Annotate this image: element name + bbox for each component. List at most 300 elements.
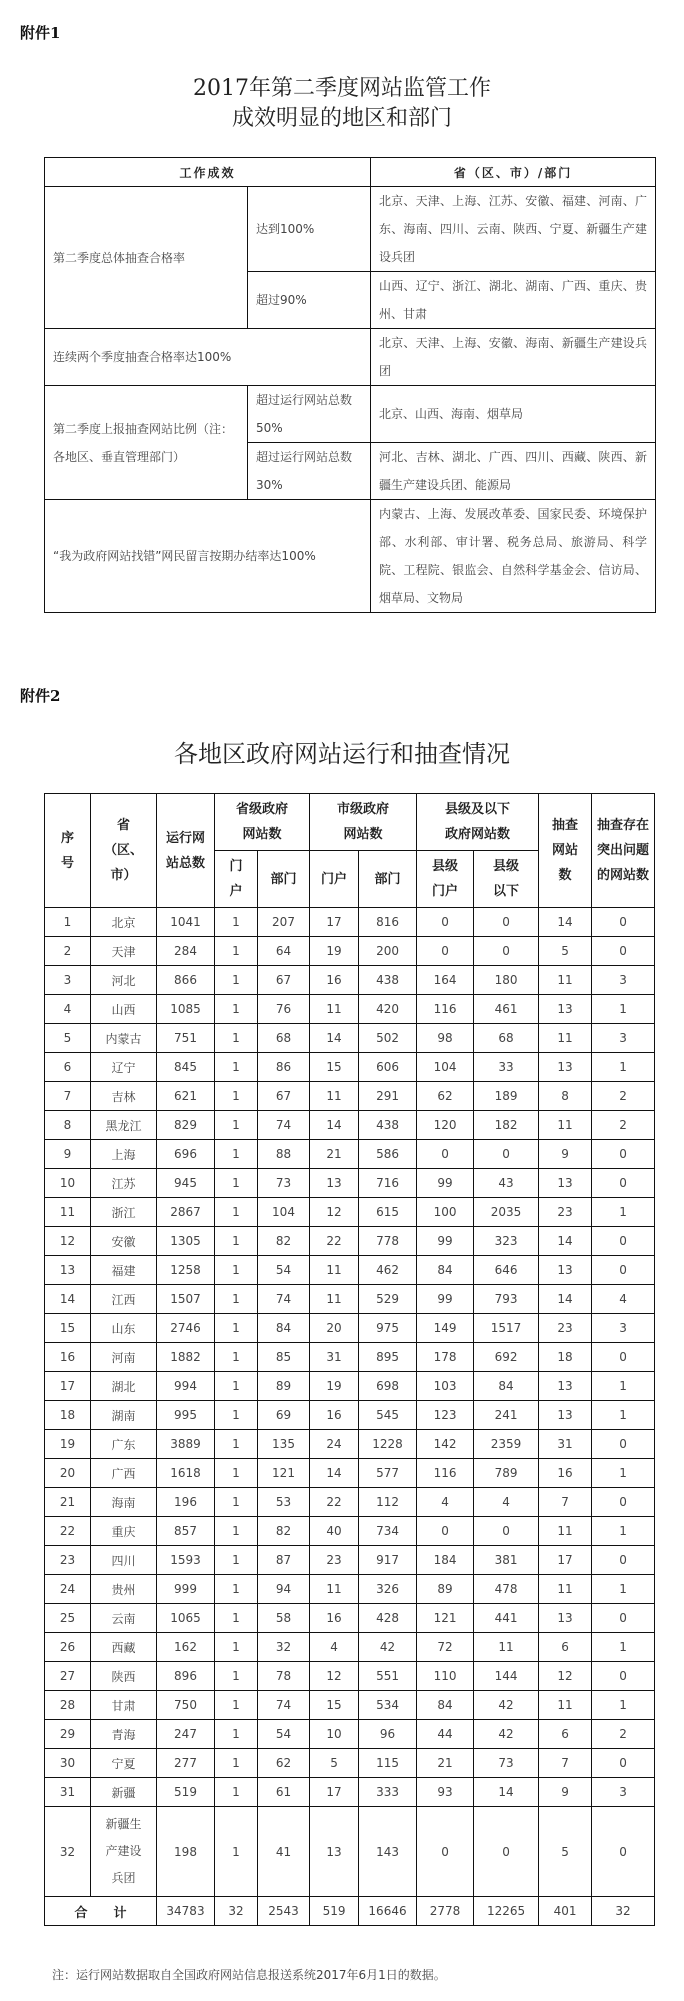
cell-province: 四川 <box>91 1546 157 1575</box>
annex2-label: 附件2 <box>20 687 61 705</box>
cell-county-below: 33 <box>474 1053 539 1082</box>
cell-seq: 24 <box>45 1575 91 1604</box>
cell-city-portal: 15 <box>310 1053 359 1082</box>
sub-label: 超过运行网站总数50% <box>248 386 371 443</box>
cell-problem: 0 <box>592 1749 655 1778</box>
cell-sampled: 14 <box>539 1285 592 1314</box>
cell-prov-portal: 1 <box>215 1604 258 1633</box>
cell-county-below: 441 <box>474 1604 539 1633</box>
cell-total: 1258 <box>157 1256 215 1285</box>
cell-county-below: 2035 <box>474 1198 539 1227</box>
header-achievement: 工作成效 <box>45 158 371 187</box>
header-prov-dept: 部门 <box>258 851 310 908</box>
cell-county-portal: 104 <box>417 1053 474 1082</box>
cell-city-portal: 16 <box>310 1401 359 1430</box>
cell-city-dept: 462 <box>359 1256 417 1285</box>
cell-seq: 12 <box>45 1227 91 1256</box>
row-label: “我为政府网站找错”网民留言按期办结率达100% <box>45 500 371 613</box>
cell-county-below: 241 <box>474 1401 539 1430</box>
cell-prov-dept: 104 <box>258 1198 310 1227</box>
cell-problem: 1 <box>592 1372 655 1401</box>
cell-county-below: 189 <box>474 1082 539 1111</box>
total-cell: 2778 <box>417 1897 474 1926</box>
cell-province: 河南 <box>91 1343 157 1372</box>
cell-city-dept: 716 <box>359 1169 417 1198</box>
cell-city-portal: 17 <box>310 908 359 937</box>
cell-total: 896 <box>157 1662 215 1691</box>
regions: 北京、天津、上海、安徽、海南、新疆生产建设兵团 <box>371 329 656 386</box>
cell-total: 1507 <box>157 1285 215 1314</box>
cell-province: 河北 <box>91 966 157 995</box>
cell-county-portal: 116 <box>417 995 474 1024</box>
cell-problem: 0 <box>592 1430 655 1459</box>
cell-city-portal: 11 <box>310 995 359 1024</box>
table-row <box>45 1691 655 1720</box>
cell-city-portal: 19 <box>310 937 359 966</box>
cell-prov-dept: 62 <box>258 1749 310 1778</box>
cell-prov-portal: 1 <box>215 937 258 966</box>
cell-total: 277 <box>157 1749 215 1778</box>
cell-county-below: 182 <box>474 1111 539 1140</box>
sub-label: 超过90% <box>248 272 371 329</box>
cell-county-below: 11 <box>474 1633 539 1662</box>
cell-prov-portal: 1 <box>215 995 258 1024</box>
cell-sampled: 13 <box>539 1401 592 1430</box>
cell-city-dept: 816 <box>359 908 417 937</box>
cell-county-below: 1517 <box>474 1314 539 1343</box>
cell-county-portal: 62 <box>417 1082 474 1111</box>
cell-prov-dept: 94 <box>258 1575 310 1604</box>
cell-problem: 0 <box>592 1140 655 1169</box>
cell-total: 857 <box>157 1517 215 1546</box>
cell-city-dept: 551 <box>359 1662 417 1691</box>
cell-city-dept: 1228 <box>359 1430 417 1459</box>
cell-problem: 3 <box>592 966 655 995</box>
cell-city-dept: 96 <box>359 1720 417 1749</box>
cell-county-below: 793 <box>474 1285 539 1314</box>
cell-prov-dept: 41 <box>258 1807 310 1897</box>
cell-prov-portal: 1 <box>215 1111 258 1140</box>
table-row <box>45 1053 655 1082</box>
cell-city-portal: 23 <box>310 1546 359 1575</box>
cell-province: 新疆生产建设兵团 <box>91 1807 157 1897</box>
table-row <box>45 1488 655 1517</box>
cell-county-portal: 4 <box>417 1488 474 1517</box>
cell-total: 994 <box>157 1372 215 1401</box>
cell-city-dept: 529 <box>359 1285 417 1314</box>
cell-province: 内蒙古 <box>91 1024 157 1053</box>
cell-prov-portal: 1 <box>215 1372 258 1401</box>
cell-city-dept: 586 <box>359 1140 417 1169</box>
cell-province: 海南 <box>91 1488 157 1517</box>
cell-total: 1305 <box>157 1227 215 1256</box>
cell-prov-dept: 86 <box>258 1053 310 1082</box>
cell-seq: 31 <box>45 1778 91 1807</box>
cell-prov-dept: 135 <box>258 1430 310 1459</box>
table-row <box>45 1604 655 1633</box>
cell-sampled: 11 <box>539 1024 592 1053</box>
cell-problem: 2 <box>592 1082 655 1111</box>
cell-county-portal: 149 <box>417 1314 474 1343</box>
cell-sampled: 13 <box>539 1169 592 1198</box>
cell-sampled: 13 <box>539 995 592 1024</box>
cell-county-portal: 0 <box>417 937 474 966</box>
cell-county-below: 0 <box>474 1517 539 1546</box>
cell-seq: 28 <box>45 1691 91 1720</box>
cell-city-portal: 21 <box>310 1140 359 1169</box>
cell-total: 845 <box>157 1053 215 1082</box>
total-cell: 34783 <box>157 1897 215 1926</box>
cell-prov-portal: 1 <box>215 1662 258 1691</box>
table-row <box>45 1372 655 1401</box>
cell-city-portal: 12 <box>310 1662 359 1691</box>
table-row <box>45 1285 655 1314</box>
cell-county-below: 2359 <box>474 1430 539 1459</box>
cell-seq: 22 <box>45 1517 91 1546</box>
cell-county-portal: 99 <box>417 1285 474 1314</box>
cell-sampled: 13 <box>539 1372 592 1401</box>
cell-province: 上海 <box>91 1140 157 1169</box>
cell-prov-portal: 1 <box>215 908 258 937</box>
cell-prov-dept: 54 <box>258 1256 310 1285</box>
cell-prov-portal: 1 <box>215 1575 258 1604</box>
cell-prov-dept: 89 <box>258 1372 310 1401</box>
header-seq: 序号 <box>45 794 91 908</box>
cell-prov-portal: 1 <box>215 1082 258 1111</box>
cell-problem: 0 <box>592 1488 655 1517</box>
cell-sampled: 14 <box>539 1227 592 1256</box>
cell-county-below: 0 <box>474 937 539 966</box>
cell-prov-dept: 69 <box>258 1401 310 1430</box>
cell-city-dept: 420 <box>359 995 417 1024</box>
cell-sampled: 7 <box>539 1749 592 1778</box>
cell-seq: 2 <box>45 937 91 966</box>
row-label: 第二季度上报抽查网站比例（注：各地区、垂直管理部门） <box>45 386 248 500</box>
cell-seq: 7 <box>45 1082 91 1111</box>
cell-city-dept: 143 <box>359 1807 417 1897</box>
cell-problem: 1 <box>592 1198 655 1227</box>
cell-county-below: 4 <box>474 1488 539 1517</box>
cell-county-below: 43 <box>474 1169 539 1198</box>
cell-problem: 1 <box>592 1633 655 1662</box>
row-label: 第二季度总体抽查合格率 <box>45 187 248 329</box>
cell-prov-portal: 1 <box>215 1778 258 1807</box>
cell-seq: 23 <box>45 1546 91 1575</box>
cell-county-portal: 0 <box>417 908 474 937</box>
cell-city-dept: 606 <box>359 1053 417 1082</box>
cell-county-below: 144 <box>474 1662 539 1691</box>
header-prov-gov: 省级政府网站数 <box>215 794 310 851</box>
cell-prov-portal: 1 <box>215 1401 258 1430</box>
table-row <box>45 1546 655 1575</box>
cell-prov-portal: 1 <box>215 1343 258 1372</box>
cell-prov-dept: 85 <box>258 1343 310 1372</box>
header-city-dept: 部门 <box>359 851 417 908</box>
cell-sampled: 11 <box>539 1111 592 1140</box>
cell-county-below: 461 <box>474 995 539 1024</box>
cell-prov-portal: 1 <box>215 1314 258 1343</box>
cell-city-dept: 734 <box>359 1517 417 1546</box>
cell-city-portal: 22 <box>310 1227 359 1256</box>
total-label: 合 计 <box>45 1897 157 1926</box>
cell-prov-dept: 87 <box>258 1546 310 1575</box>
table-row <box>45 1749 655 1778</box>
cell-sampled: 11 <box>539 1575 592 1604</box>
website-stats-table <box>44 793 655 1926</box>
cell-problem: 1 <box>592 1517 655 1546</box>
cell-seq: 32 <box>45 1807 91 1897</box>
cell-county-portal: 184 <box>417 1546 474 1575</box>
cell-total: 751 <box>157 1024 215 1053</box>
cell-problem: 3 <box>592 1778 655 1807</box>
cell-seq: 5 <box>45 1024 91 1053</box>
total-cell: 32 <box>215 1897 258 1926</box>
cell-prov-dept: 68 <box>258 1024 310 1053</box>
cell-seq: 9 <box>45 1140 91 1169</box>
cell-city-dept: 438 <box>359 1111 417 1140</box>
cell-problem: 2 <box>592 1111 655 1140</box>
cell-sampled: 23 <box>539 1314 592 1343</box>
cell-total: 247 <box>157 1720 215 1749</box>
cell-city-portal: 12 <box>310 1198 359 1227</box>
cell-problem: 0 <box>592 1227 655 1256</box>
cell-province: 江苏 <box>91 1169 157 1198</box>
header-province: 省（区、市） <box>91 794 157 908</box>
cell-prov-portal: 1 <box>215 1256 258 1285</box>
table-row <box>45 966 655 995</box>
cell-county-portal: 21 <box>417 1749 474 1778</box>
total-cell: 16646 <box>359 1897 417 1926</box>
sub-label: 超过运行网站总数30% <box>248 443 371 500</box>
cell-province: 贵州 <box>91 1575 157 1604</box>
cell-prov-dept: 84 <box>258 1314 310 1343</box>
cell-county-below: 381 <box>474 1546 539 1575</box>
table-row <box>45 187 656 272</box>
cell-sampled: 6 <box>539 1633 592 1662</box>
cell-city-dept: 545 <box>359 1401 417 1430</box>
cell-prov-dept: 64 <box>258 937 310 966</box>
cell-problem: 1 <box>592 1459 655 1488</box>
cell-total: 621 <box>157 1082 215 1111</box>
cell-prov-dept: 73 <box>258 1169 310 1198</box>
cell-county-portal: 110 <box>417 1662 474 1691</box>
cell-seq: 25 <box>45 1604 91 1633</box>
cell-city-dept: 534 <box>359 1691 417 1720</box>
footnote: 注：运行网站数据取自全国政府网站信息报送系统2017年6月1日的数据。 <box>52 1968 446 1982</box>
cell-province: 山西 <box>91 995 157 1024</box>
cell-total: 2746 <box>157 1314 215 1343</box>
cell-seq: 20 <box>45 1459 91 1488</box>
cell-city-dept: 615 <box>359 1198 417 1227</box>
cell-county-portal: 99 <box>417 1227 474 1256</box>
cell-seq: 19 <box>45 1430 91 1459</box>
cell-city-portal: 16 <box>310 966 359 995</box>
cell-total: 1065 <box>157 1604 215 1633</box>
cell-province: 湖南 <box>91 1401 157 1430</box>
cell-sampled: 18 <box>539 1343 592 1372</box>
cell-seq: 3 <box>45 966 91 995</box>
cell-city-portal: 14 <box>310 1459 359 1488</box>
cell-problem: 0 <box>592 1807 655 1897</box>
cell-seq: 21 <box>45 1488 91 1517</box>
cell-city-portal: 11 <box>310 1256 359 1285</box>
table-header-row <box>45 794 655 851</box>
table-row <box>45 1807 655 1897</box>
cell-seq: 18 <box>45 1401 91 1430</box>
cell-county-below: 68 <box>474 1024 539 1053</box>
cell-province: 辽宁 <box>91 1053 157 1082</box>
cell-city-portal: 22 <box>310 1488 359 1517</box>
cell-sampled: 7 <box>539 1488 592 1517</box>
cell-county-portal: 103 <box>417 1372 474 1401</box>
cell-prov-dept: 88 <box>258 1140 310 1169</box>
cell-total: 999 <box>157 1575 215 1604</box>
total-cell: 519 <box>310 1897 359 1926</box>
cell-prov-dept: 74 <box>258 1285 310 1314</box>
cell-prov-dept: 82 <box>258 1227 310 1256</box>
cell-county-below: 789 <box>474 1459 539 1488</box>
annex1-title <box>0 74 684 134</box>
cell-prov-dept: 207 <box>258 908 310 937</box>
cell-province: 青海 <box>91 1720 157 1749</box>
cell-problem: 0 <box>592 1343 655 1372</box>
cell-city-portal: 11 <box>310 1082 359 1111</box>
cell-sampled: 6 <box>539 1720 592 1749</box>
cell-county-below: 0 <box>474 1140 539 1169</box>
cell-prov-dept: 53 <box>258 1488 310 1517</box>
cell-prov-dept: 74 <box>258 1691 310 1720</box>
cell-city-dept: 428 <box>359 1604 417 1633</box>
cell-seq: 16 <box>45 1343 91 1372</box>
regions: 内蒙古、上海、发展改革委、国家民委、环境保护部、水利部、审计署、税务总局、旅游局、科学院、工程院、银监会、自然科学基金会、信访局、烟草局、文物局 <box>371 500 656 613</box>
cell-prov-dept: 76 <box>258 995 310 1024</box>
cell-county-portal: 72 <box>417 1633 474 1662</box>
cell-total: 945 <box>157 1169 215 1198</box>
cell-prov-dept: 121 <box>258 1459 310 1488</box>
header-county-below: 县级以下 <box>474 851 539 908</box>
cell-seq: 27 <box>45 1662 91 1691</box>
total-cell: 401 <box>539 1897 592 1926</box>
header-county-portal: 县级门户 <box>417 851 474 908</box>
cell-seq: 10 <box>45 1169 91 1198</box>
header-region: 省（区、市）/部门 <box>371 158 656 187</box>
cell-county-below: 180 <box>474 966 539 995</box>
cell-province: 福建 <box>91 1256 157 1285</box>
cell-province: 广西 <box>91 1459 157 1488</box>
cell-prov-dept: 61 <box>258 1778 310 1807</box>
annex1-label: 附件1 <box>20 24 61 42</box>
cell-prov-portal: 1 <box>215 966 258 995</box>
cell-sampled: 31 <box>539 1430 592 1459</box>
cell-county-below: 323 <box>474 1227 539 1256</box>
cell-prov-dept: 74 <box>258 1111 310 1140</box>
cell-sampled: 16 <box>539 1459 592 1488</box>
regions: 北京、山西、海南、烟草局 <box>371 386 656 443</box>
cell-city-portal: 24 <box>310 1430 359 1459</box>
cell-prov-dept: 78 <box>258 1662 310 1691</box>
table-row <box>45 1662 655 1691</box>
cell-prov-portal: 1 <box>215 1169 258 1198</box>
cell-sampled: 8 <box>539 1082 592 1111</box>
cell-total: 162 <box>157 1633 215 1662</box>
cell-problem: 3 <box>592 1024 655 1053</box>
table-row <box>45 1401 655 1430</box>
achievement-table <box>44 157 656 613</box>
cell-province: 新疆 <box>91 1778 157 1807</box>
cell-province: 安徽 <box>91 1227 157 1256</box>
total-cell: 2543 <box>258 1897 310 1926</box>
row-label: 连续两个季度抽查合格率达100% <box>45 329 371 386</box>
cell-total: 2867 <box>157 1198 215 1227</box>
cell-county-below: 478 <box>474 1575 539 1604</box>
cell-county-below: 73 <box>474 1749 539 1778</box>
cell-county-below: 14 <box>474 1778 539 1807</box>
regions: 河北、吉林、湖北、广西、四川、西藏、陕西、新疆生产建设兵团、能源局 <box>371 443 656 500</box>
table-row <box>45 1633 655 1662</box>
cell-problem: 4 <box>592 1285 655 1314</box>
table-row <box>45 1256 655 1285</box>
cell-problem: 1 <box>592 1053 655 1082</box>
table-row <box>45 1778 655 1807</box>
cell-county-portal: 99 <box>417 1169 474 1198</box>
cell-province: 重庆 <box>91 1517 157 1546</box>
regions: 山西、辽宁、浙江、湖北、湖南、广西、重庆、贵州、甘肃 <box>371 272 656 329</box>
cell-city-dept: 975 <box>359 1314 417 1343</box>
cell-city-portal: 4 <box>310 1633 359 1662</box>
cell-city-portal: 14 <box>310 1024 359 1053</box>
cell-city-portal: 17 <box>310 1778 359 1807</box>
cell-sampled: 17 <box>539 1546 592 1575</box>
cell-total: 519 <box>157 1778 215 1807</box>
cell-city-dept: 42 <box>359 1633 417 1662</box>
table-row <box>45 500 656 613</box>
cell-seq: 15 <box>45 1314 91 1343</box>
table-row <box>45 1430 655 1459</box>
annex1-title-line1: 2017年第二季度网站监管工作 <box>193 76 491 101</box>
cell-prov-portal: 1 <box>215 1749 258 1778</box>
cell-problem: 1 <box>592 1691 655 1720</box>
cell-total: 1593 <box>157 1546 215 1575</box>
table-row <box>45 386 656 443</box>
table-row <box>45 1227 655 1256</box>
cell-total: 696 <box>157 1140 215 1169</box>
cell-prov-portal: 1 <box>215 1227 258 1256</box>
cell-total: 995 <box>157 1401 215 1430</box>
cell-seq: 29 <box>45 1720 91 1749</box>
table-row <box>45 1459 655 1488</box>
cell-province: 甘肃 <box>91 1691 157 1720</box>
cell-problem: 3 <box>592 1314 655 1343</box>
table-row <box>45 937 655 966</box>
cell-sampled: 13 <box>539 1604 592 1633</box>
table-row <box>45 1720 655 1749</box>
cell-sampled: 23 <box>539 1198 592 1227</box>
table-header-row <box>45 158 656 187</box>
cell-city-dept: 917 <box>359 1546 417 1575</box>
cell-county-portal: 121 <box>417 1604 474 1633</box>
regions: 北京、天津、上海、江苏、安徽、福建、河南、广东、海南、四川、云南、陕西、宁夏、新疆生产建设兵团 <box>371 187 656 272</box>
cell-city-portal: 14 <box>310 1111 359 1140</box>
cell-county-below: 84 <box>474 1372 539 1401</box>
cell-seq: 4 <box>45 995 91 1024</box>
cell-seq: 17 <box>45 1372 91 1401</box>
cell-total: 284 <box>157 937 215 966</box>
table-row <box>45 1024 655 1053</box>
cell-seq: 6 <box>45 1053 91 1082</box>
cell-county-portal: 142 <box>417 1430 474 1459</box>
cell-county-portal: 84 <box>417 1256 474 1285</box>
cell-prov-dept: 67 <box>258 1082 310 1111</box>
